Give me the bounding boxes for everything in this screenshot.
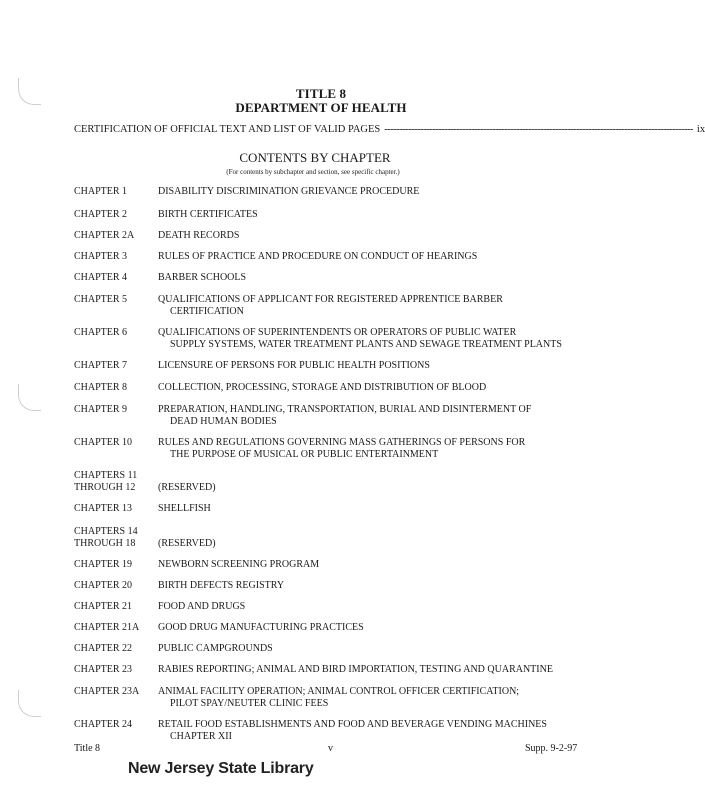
chapter-label: CHAPTER 3: [74, 251, 128, 262]
chapter-label: CHAPTER 1: [74, 186, 128, 197]
chapter-title: BARBER SCHOOLS: [158, 272, 247, 283]
chapter-title: BIRTH CERTIFICATES: [158, 209, 258, 220]
chapter-label: CHAPTER 4: [74, 272, 128, 283]
chapter-title: BIRTH DEFECTS REGISTRY: [158, 580, 285, 591]
dot-leader: -------------------------------------------------------------------------------------------------------: [384, 124, 693, 135]
chapter-title: RABIES REPORTING; ANIMAL AND BIRD IMPORTATION, TESTING AND QUARANTINE: [158, 664, 553, 675]
certification-text: CERTIFICATION OF OFFICIAL TEXT AND LIST OF VALID PAGES: [74, 124, 381, 135]
chapter-label: CHAPTER 13: [74, 503, 133, 514]
chapter-title: RULES AND REGULATIONS GOVERNING MASS GATHERINGS OF PERSONS FOR THE PURPOSE OF MUSICAL OR PUBLIC ENTERTAINMENT: [158, 437, 526, 460]
certification-line: [74, 124, 705, 135]
chapter-title: ANIMAL FACILITY OPERATION; ANIMAL CONTROL OFFICER CERTIFICATION; PILOT SPAY/NEUTER CLINIC FEES: [158, 686, 520, 709]
chapter-title: PREPARATION, HANDLING, TRANSPORTATION, BURIAL AND DISINTERMENT OF DEAD HUMAN BODIES: [158, 404, 532, 427]
chapter-label: CHAPTER 2A: [74, 230, 135, 241]
chapter-title: GOOD DRUG MANUFACTURING PRACTICES: [158, 622, 364, 633]
chapter-label: CHAPTER 10: [74, 437, 133, 448]
footer-page-number: v: [328, 743, 333, 754]
chapter-title: (RESERVED): [158, 538, 216, 549]
punch-hole-mark: [18, 690, 41, 717]
chapter-label: CHAPTER 24: [74, 719, 133, 730]
library-stamp: New Jersey State Library: [128, 760, 314, 777]
chapter-label: CHAPTER 21: [74, 601, 133, 612]
chapter-title: (RESERVED): [158, 482, 216, 493]
chapter-label: CHAPTER 8: [74, 382, 128, 393]
chapter-title: RULES OF PRACTICE AND PROCEDURE ON CONDUCT OF HEARINGS: [158, 251, 478, 262]
contents-note: (For contents by subchapter and section, see specific chapter.): [226, 168, 400, 176]
page-title: TITLE 8: [295, 86, 347, 101]
chapter-title: QUALIFICATIONS OF SUPERINTENDENTS OR OPERATORS OF PUBLIC WATER SUPPLY SYSTEMS, WATER TREATMENT PLANTS AND SEWAGE TREATMENT PLANTS: [158, 327, 562, 350]
chapter-title: NEWBORN SCREENING PROGRAM: [158, 559, 320, 570]
footer-title: Title 8: [74, 743, 101, 754]
chapter-label: CHAPTER 23: [74, 664, 133, 675]
chapter-title: DEATH RECORDS: [158, 230, 240, 241]
chapter-label: CHAPTER 6: [74, 327, 128, 338]
chapter-title: SHELLFISH: [158, 503, 211, 514]
chapter-title: FOOD AND DRUGS: [158, 601, 246, 612]
chapter-label: CHAPTER 21A: [74, 622, 140, 633]
contents-heading: CONTENTS BY CHAPTER: [239, 150, 391, 165]
chapter-label: CHAPTER 7: [74, 360, 128, 371]
punch-hole-mark: [18, 384, 41, 411]
chapter-label: CHAPTER 5: [74, 294, 128, 305]
chapter-title: COLLECTION, PROCESSING, STORAGE AND DISTRIBUTION OF BLOOD: [158, 382, 487, 393]
chapter-label: CHAPTERS 14 THROUGH 18: [74, 526, 138, 549]
footer-supplement: Supp. 9-2-97: [525, 743, 578, 754]
chapter-title: QUALIFICATIONS OF APPLICANT FOR REGISTERED APPRENTICE BARBER CERTIFICATION: [158, 294, 503, 317]
chapter-title: RETAIL FOOD ESTABLISHMENTS AND FOOD AND BEVERAGE VENDING MACHINES CHAPTER XII: [158, 719, 547, 742]
chapter-title: PUBLIC CAMPGROUNDS: [158, 643, 273, 654]
chapter-label: CHAPTERS 11 THROUGH 12: [74, 470, 138, 493]
chapter-label: CHAPTER 9: [74, 404, 128, 415]
chapter-title: LICENSURE OF PERSONS FOR PUBLIC HEALTH POSITIONS: [158, 360, 430, 371]
chapter-label: CHAPTER 23A: [74, 686, 140, 697]
page-subtitle: DEPARTMENT OF HEALTH: [235, 100, 407, 115]
certification-page-ref: ix: [696, 124, 705, 135]
chapter-title: DISABILITY DISCRIMINATION GRIEVANCE PROCEDURE: [158, 186, 420, 197]
chapter-label: CHAPTER 22: [74, 643, 133, 654]
chapter-label: CHAPTER 19: [74, 559, 133, 570]
chapter-label: CHAPTER 2: [74, 209, 128, 220]
chapter-label: CHAPTER 20: [74, 580, 133, 591]
